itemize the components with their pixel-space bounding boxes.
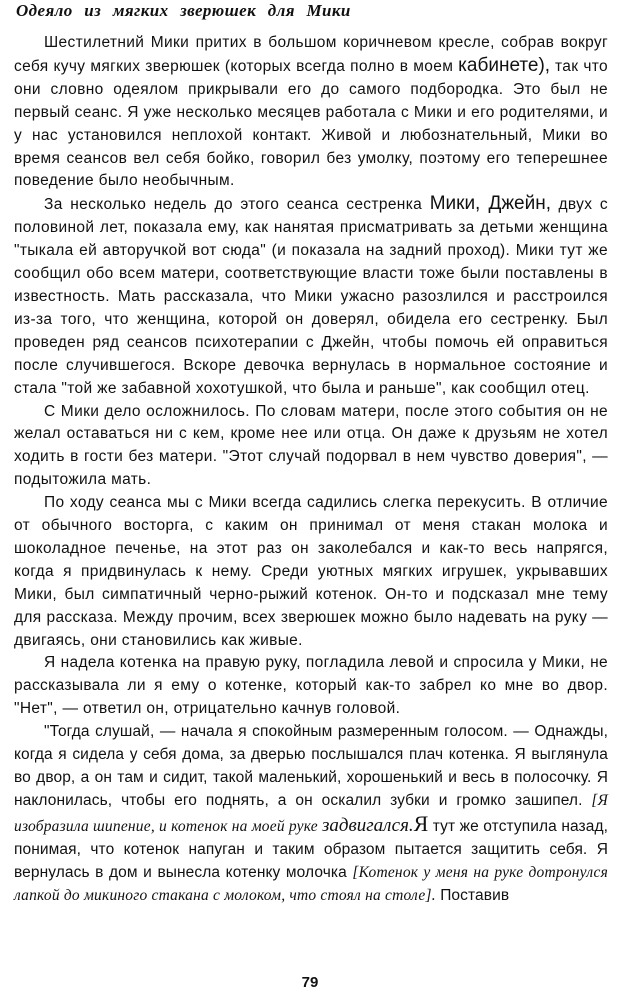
paragraph-1-text-c: так что они словно одеялом прикрывали его до самого подбородка. Это был не первый сеанс. Я уже несколько месяцев работала с Мики и его родителями, и у нас установился неплохой контакт. Живой и любознательный, Мики во время сеансов вел себя бойко, говорил без умолку, поэтому его теперешнее поведение было необычным. [14,57,608,190]
paragraph-1 [14,32,608,193]
paragraph-1-text-a: Шестилетний Мики притих в большом коричневом кресле, собрав вокруг себя кучу мягких зверюшек (которых всегда полно в моем [14,34,608,75]
paragraph-6-text-b: тут же отступила назад, понимая, что котенок напуган и таким образом пытается защитить себя. Я вернулась в дом и вынесла котенку молочка [14,817,608,881]
paragraph-2-text-a: За несколько недель до этого сеанса сестренка [44,196,430,214]
paragraph-6-text-c: Поставив [435,886,510,904]
paragraph-2 [14,193,608,400]
paragraph-6 [14,721,608,907]
paragraph-6-text-a: "Тогда слушай, — начала я спокойным размеренным голосом. — Однажды, когда я сидела у себя дома, за дверью послышался плач котенка. Я выглянула во двор, а он там и сидит, такой маленький, хорошенький и весь в полосочку. Я наклонилась, чтобы его поднять, а он оскалил зубки и громко зашипел. [14,723,608,809]
paragraph-2-text-b: Мики, Джейн, [429,193,552,215]
paragraph-1-text-b: кабинете), [458,54,551,76]
paragraph-6-stage-direction-2: [Котенок у меня на руке дотронулся лапкой до микиного стакана с молоком, что стоял на столе]. [14,863,608,904]
paragraph-2-text-c: двух с половиной лет, показала ему, как нанятая присматривать за детьми женщина "тыкала ей авторучкой вот сюда" (и показала на задний проход). Мики тут же сообщил обо всем матери, соответствующие власти тоже были поставлены в известность. Мать рассказала, что Мики ужасно разозлился и расстроился из-за того, что женщина, которой он доверял, обидела его сестренку. Был проведен ряд сеансов психотерапии с Джейн, чтобы помочь ей оправиться после случившегося. Вскоре девочка вернулась в нормальное состояние и стала "той же забавной хохотушкой, что была и раньше", как сообщил отец. [14,196,609,397]
paragraph-6-stage-direction-1: [Я изобразила шипение, и котенок на моей руке [14,791,608,835]
body-text [14,32,608,907]
paragraph-3: С Мики дело осложнилось. По словам матери, после этого события он не желал оставаться ни с кем, кроме нее или отца. Он даже к друзьям не хотел ходить в гости без матери. "Этот случай подорвал в нем чувство доверия", — подытожила мать. [14,402,608,489]
paragraph-6-pronoun: Я [413,810,429,836]
section-heading: Одеяло из мягких зверюшек для Мики [16,1,351,20]
paragraph-4: По ходу сеанса мы с Мики всегда садились слегка перекусить. В отличие от обычного восторга, с каким он принимал от меня стакан молока и шоколадное печенье, на этот раз он заколебался и как-то весь напрягся, когда я придвинулась к нему. Среди уютных мягких игрушек, укрывавших Мики, был симпатичный черно-рыжий котенок. Он-то и подсказал мне тему для рассказа. Между прочим, всех зверюшек можно было надевать на руку — двигаясь, они становились как живые. [14,494,608,649]
paragraph-5: Я надела котенка на правую руку, погладила левой и спросила у Мики, не рассказывала ли я ему о котенке, который как-то забрел ко мне во двор. "Нет", — ответил он, отрицательно качнув головой. [14,654,608,718]
paragraph-6-stage-direction-verb: задвигался. [321,814,414,836]
page-number: 79 [301,974,319,991]
